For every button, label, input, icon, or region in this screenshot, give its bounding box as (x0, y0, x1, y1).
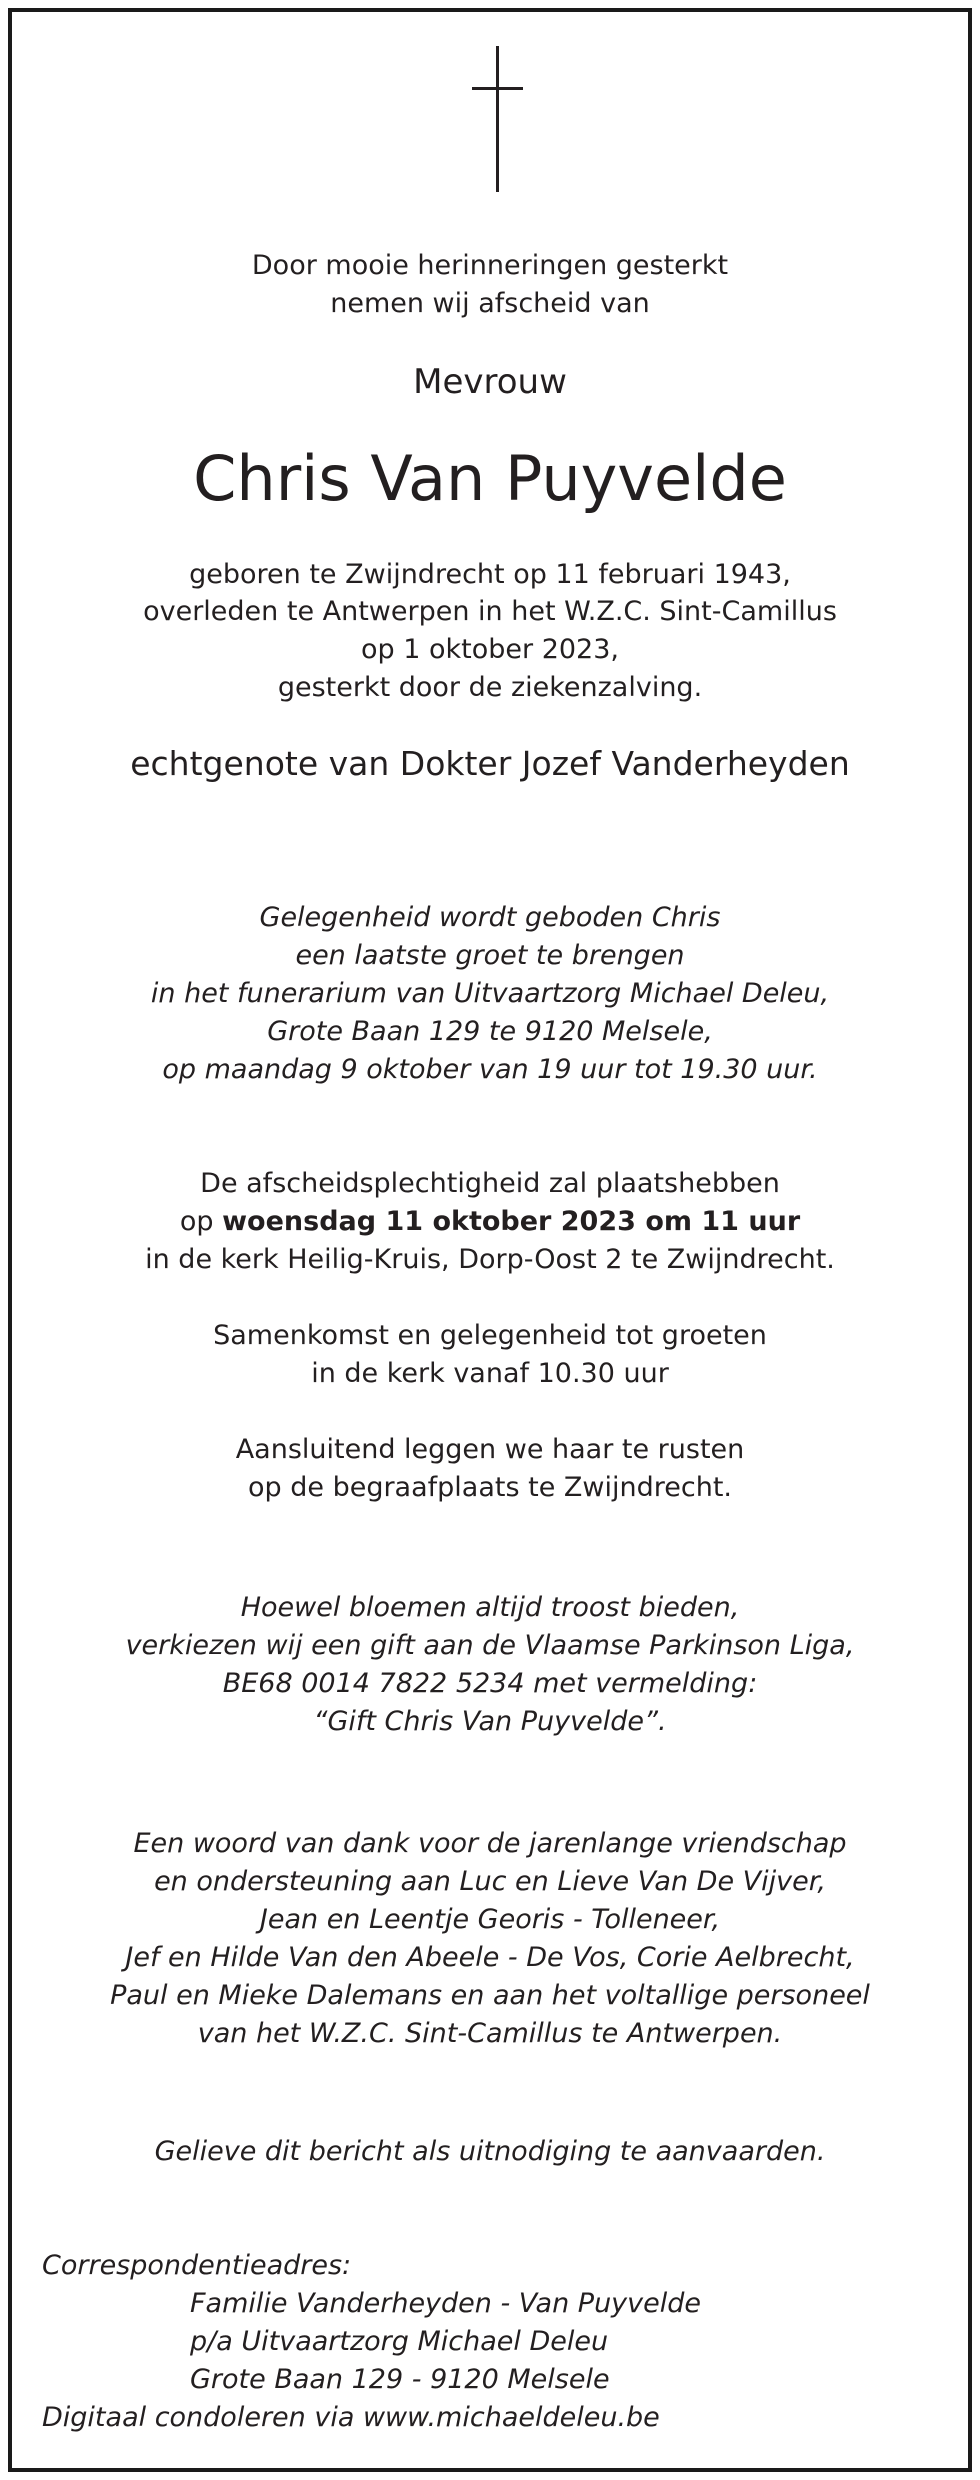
donation-line-1: Hoewel bloemen altijd troost bieden, (240, 1592, 740, 1623)
ceremony-date: woensdag 11 oktober 2023 om 11 uur (222, 1206, 801, 1237)
ceremony-line-1: De afscheidsplechtigheid zal plaatshebben (200, 1168, 780, 1199)
ceremony-line-2 (12, 1206, 968, 1237)
thanks-line-3: Jean en Leentje Georis - Tolleneer, (259, 1904, 721, 1935)
viewing-line-5: op maandag 9 oktober van 19 uur tot 19.30 uur. (162, 1054, 818, 1085)
invitation-line: Gelieve dit bericht als uitnodiging te aanvaarden. (154, 2136, 826, 2167)
donation-line-2: verkiezen wij een gift aan de Vlaamse Parkinson Liga, (125, 1630, 855, 1661)
correspondence-label: Correspondentieadres: (42, 2250, 352, 2281)
thanks-line-5: Paul en Mieke Dalemans en aan het voltallige personeel (110, 1980, 870, 2011)
viewing-line-3: in het funerarium van Uitvaartzorg Michael Deleu, (150, 978, 830, 1009)
viewing-line-2: een laatste groet te brengen (295, 940, 685, 971)
donation-line-4: “Gift Chris Van Puyvelde”. (313, 1706, 667, 1737)
donation-line-3: BE68 0014 7822 5234 met vermelding: (222, 1668, 758, 1699)
life-line-3: op 1 oktober 2023, (361, 634, 619, 665)
gathering-line-1: Samenkomst en gelegenheid tot groeten (213, 1320, 767, 1351)
spouse-line: echtgenote van Dokter Jozef Vanderheyden (130, 744, 850, 783)
obituary-card (8, 8, 972, 2472)
correspondence-line-2: p/a Uitvaartzorg Michael Deleu (190, 2326, 609, 2357)
burial-line-1: Aansluitend leggen we haar te rusten (235, 1434, 745, 1465)
gathering-line-2: in de kerk vanaf 10.30 uur (311, 1358, 669, 1389)
life-line-1: geboren te Zwijndrecht op 11 februari 1943, (189, 559, 791, 590)
life-line-2: overleden te Antwerpen in het W.Z.C. Sint-Camillus (143, 596, 837, 627)
salutation: Mevrouw (413, 362, 567, 402)
online-condolence: Digitaal condoleren via www.michaeldeleu.be (42, 2402, 660, 2433)
ceremony-line-3: in de kerk Heilig-Kruis, Dorp-Oost 2 te Zwijndrecht. (145, 1244, 835, 1275)
thanks-line-4: Jef en Hilde Van den Abeele - De Vos, Corie Aelbrecht, (125, 1942, 855, 1973)
thanks-line-6: van het W.Z.C. Sint-Camillus te Antwerpen. (197, 2018, 783, 2049)
correspondence-line-3: Grote Baan 129 - 9120 Melsele (190, 2364, 610, 2395)
viewing-line-4: Grote Baan 129 te 9120 Melsele, (267, 1016, 713, 1047)
viewing-line-1: Gelegenheid wordt geboden Chris (259, 902, 721, 933)
thanks-line-2: en ondersteuning aan Luc en Lieve Van De Vijver, (154, 1866, 826, 1897)
opening-line-1: Door mooie herinneringen gesterkt (251, 250, 729, 281)
burial-line-2: op de begraafplaats te Zwijndrecht. (248, 1472, 732, 1503)
ceremony-prefix: op (179, 1206, 223, 1237)
deceased-name: Chris Van Puyvelde (193, 442, 787, 515)
opening-line-2: nemen wij afscheid van (330, 288, 650, 319)
thanks-line-1: Een woord van dank voor de jarenlange vriendschap (133, 1828, 847, 1859)
life-line-4: gesterkt door de ziekenzalving. (277, 672, 703, 703)
correspondence-line-1: Familie Vanderheyden - Van Puyvelde (190, 2288, 701, 2319)
